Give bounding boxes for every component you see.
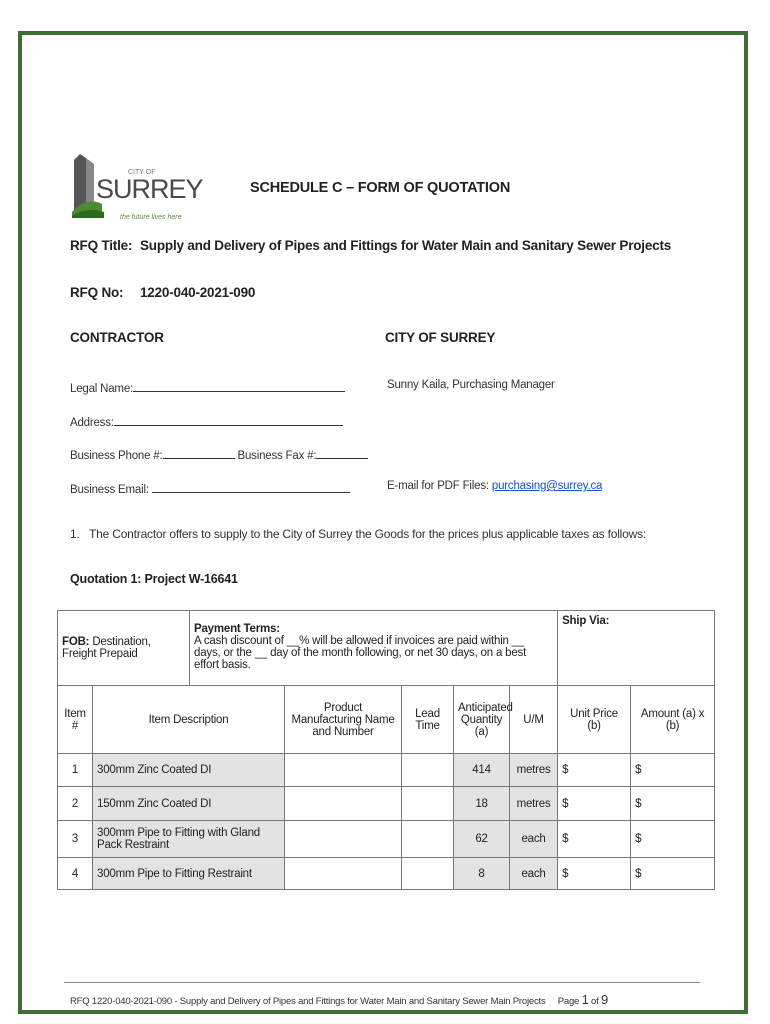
email-field[interactable] — [70, 480, 350, 496]
phone-line[interactable] — [163, 446, 235, 459]
city-email-label: E-mail for PDF Files: — [387, 480, 489, 492]
row-lead-time-input[interactable] — [402, 754, 454, 787]
header-unit-price: Unit Price (b) — [558, 686, 631, 754]
row-item: 2 — [58, 787, 93, 821]
address-field[interactable] — [70, 413, 343, 429]
logo-surrey: SURREY — [96, 174, 203, 204]
offer-number: 1. — [70, 527, 80, 541]
fob-label: FOB: — [62, 636, 90, 648]
contractor-heading: CONTRACTOR — [70, 330, 164, 345]
email-line[interactable] — [152, 480, 350, 493]
terms-row — [58, 611, 715, 686]
table-row — [58, 821, 715, 858]
rfq-title-label: RFQ Title: — [70, 238, 133, 253]
logo-tagline: the future lives here — [120, 214, 182, 221]
legal-name-field[interactable] — [70, 379, 345, 395]
row-product-input[interactable] — [285, 821, 402, 858]
ship-via-label: Ship Via: — [562, 615, 610, 627]
table-row — [58, 754, 715, 787]
table-row — [58, 787, 715, 821]
row-um: each — [510, 858, 558, 890]
legal-name-label: Legal Name: — [70, 383, 134, 395]
row-description: 150mm Zinc Coated DI — [93, 787, 285, 821]
header-amount: Amount (a) x (b) — [631, 686, 715, 754]
row-um: metres — [510, 754, 558, 787]
city-email — [387, 480, 602, 492]
payment-terms-cell — [190, 611, 558, 686]
table-row — [58, 858, 715, 890]
row-amount[interactable]: $ — [631, 821, 715, 858]
payment-terms-text: A cash discount of __% will be allowed if invoices are paid within __ days, or the __ day of the month following, or net 30 days, on a best effort basis. — [194, 635, 527, 671]
row-item: 3 — [58, 821, 93, 858]
row-lead-time-input[interactable] — [402, 858, 454, 890]
row-amount[interactable]: $ — [631, 858, 715, 890]
header-um: U/M — [510, 686, 558, 754]
address-label: Address: — [70, 417, 114, 429]
phone-fax-field[interactable] — [70, 446, 368, 462]
row-lead-time-input[interactable] — [402, 821, 454, 858]
row-product-input[interactable] — [285, 858, 402, 890]
fob-value: Destination, Freight Prepaid — [62, 636, 151, 660]
footer-divider — [64, 982, 700, 983]
page-title: SCHEDULE C – FORM OF QUOTATION — [250, 180, 511, 196]
city-heading: CITY OF SURREY — [385, 330, 496, 345]
row-unit-price[interactable]: $ — [558, 754, 631, 787]
row-quantity: 8 — [454, 858, 510, 890]
footer-of: of — [591, 996, 599, 1007]
row-lead-time-input[interactable] — [402, 787, 454, 821]
row-product-input[interactable] — [285, 787, 402, 821]
footer-page-total: 9 — [601, 992, 609, 1007]
row-product-input[interactable] — [285, 754, 402, 787]
rfq-no-label: RFQ No: — [70, 285, 124, 300]
row-quantity: 414 — [454, 754, 510, 787]
row-amount[interactable]: $ — [631, 754, 715, 787]
fob-cell — [58, 611, 190, 686]
footer-page-number: 1 — [581, 992, 589, 1007]
row-description: 300mm Pipe to Fitting Restraint — [93, 858, 285, 890]
footer — [70, 992, 608, 1007]
row-quantity: 18 — [454, 787, 510, 821]
phone-label: Business Phone #: — [70, 450, 163, 462]
row-unit-price[interactable]: $ — [558, 821, 631, 858]
row-um: each — [510, 821, 558, 858]
header-item: Item # — [58, 686, 93, 754]
row-um: metres — [510, 787, 558, 821]
header-quantity: Anticipated Quantity (a) — [454, 686, 510, 754]
row-item: 4 — [58, 858, 93, 890]
legal-name-line[interactable] — [133, 379, 345, 392]
rfq-no-value: 1220-040-2021-090 — [140, 285, 256, 300]
row-description: 300mm Pipe to Fitting with Gland Pack Restraint — [93, 821, 285, 858]
logo-city-of: CITY OF — [128, 169, 156, 176]
payment-terms-label: Payment Terms: — [194, 623, 280, 635]
row-quantity: 62 — [454, 821, 510, 858]
header-lead-time: Lead Time — [402, 686, 454, 754]
footer-text: RFQ 1220-040-2021-090 - Supply and Delivery of Pipes and Fittings for Water Main and Sanitary Sewer Main Projects — [70, 996, 546, 1007]
row-amount[interactable]: $ — [631, 787, 715, 821]
email-label: Business Email: — [70, 484, 149, 496]
fax-line[interactable] — [316, 446, 368, 459]
rfq-title-value: Supply and Delivery of Pipes and Fittings for Water Main and Sanitary Sewer Projects — [140, 238, 672, 253]
offer-text: The Contractor offers to supply to the City of Surrey the Goods for the prices plus applicable taxes as follows: — [89, 527, 647, 541]
address-line[interactable] — [114, 413, 343, 426]
header-row — [58, 686, 715, 754]
city-email-link[interactable]: purchasing@surrey.ca — [491, 480, 603, 492]
city-of-surrey-logo — [72, 152, 203, 226]
header-product: Product Manufacturing Name and Number — [285, 686, 402, 754]
offer-statement — [70, 527, 646, 541]
row-item: 1 — [58, 754, 93, 787]
quotation-heading: Quotation 1: Project W-16641 — [70, 572, 238, 586]
header-description: Item Description — [93, 686, 285, 754]
footer-page-label: Page — [557, 996, 580, 1007]
ship-via-cell — [558, 611, 715, 686]
city-contact: Sunny Kaila, Purchasing Manager — [387, 379, 555, 391]
row-unit-price[interactable]: $ — [558, 787, 631, 821]
row-description: 300mm Zinc Coated DI — [93, 754, 285, 787]
fax-label: Business Fax #: — [237, 450, 317, 462]
quotation-table — [57, 610, 715, 890]
row-unit-price[interactable]: $ — [558, 858, 631, 890]
